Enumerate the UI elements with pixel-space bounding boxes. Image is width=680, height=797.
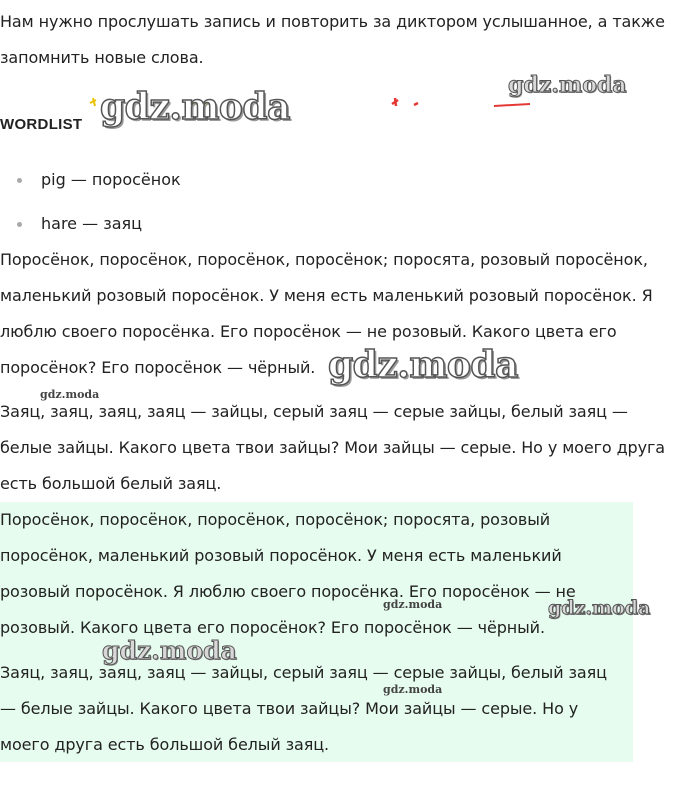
wordlist-heading: WORDLIST [0, 116, 83, 133]
intro-text: Нам нужно прослушать запись и повторить за диктором услышанное, а также запомнить новые слова. [0, 12, 665, 67]
watermark-logo: gdz.moda [102, 636, 237, 665]
watermark-logo: gdz.moda [508, 72, 627, 98]
pig-paragraph: Поросёнок, поросёнок, поросёнок, поросёнок; поросята, розовый поросёнок, маленький розовый поросёнок. У меня есть маленький розовый поросёнок. Я люблю своего поросёнка. Его поросёнок — не розовый. Какого цвета его поросёнок? Его поросёнок — чёрный. [0, 250, 653, 377]
answer-hare-paragraph: Заяц, заяц, заяц, заяц — зайцы, серый заяц — серые зайцы, белый заяц — белые зайцы. Какого цвета твои зайцы? Мои зайцы — серые. Но у моего друга есть большой белый заяц. [0, 663, 607, 754]
watermark-logo: gdz.moda [40, 388, 100, 401]
list-item [0, 162, 181, 206]
word-item-text: hare — заяц [41, 214, 143, 233]
watermark-logo: gdz.moda [383, 598, 443, 611]
word-list [0, 162, 181, 250]
watermark-logo: gdz.moda [328, 344, 518, 386]
watermark-logo: gdz.moda [548, 597, 651, 619]
word-item-text: pig — поросёнок [41, 170, 181, 189]
answer-pig-paragraph: Поросёнок, поросёнок, поросёнок, поросёнок; поросята, розовый поросёнок, маленький розовый поросёнок. У меня есть маленький розовый поросёнок. Я люблю своего поросёнка. Его поросёнок — не розовый. Какого цвета его поросёнок? Его поросёнок — чёрный. [0, 510, 576, 637]
watermark-logo: gdz.moda [100, 86, 290, 128]
bullet-icon [17, 178, 22, 183]
hare-paragraph: Заяц, заяц, заяц, заяц — зайцы, серый заяц — серые зайцы, белый заяц — белые зайцы. Какого цвета твои зайцы? Мои зайцы — серые. Но у моего друга есть большой белый заяц. [0, 402, 665, 493]
watermark-logo: gdz.moda [383, 683, 443, 696]
bullet-icon [17, 222, 22, 227]
